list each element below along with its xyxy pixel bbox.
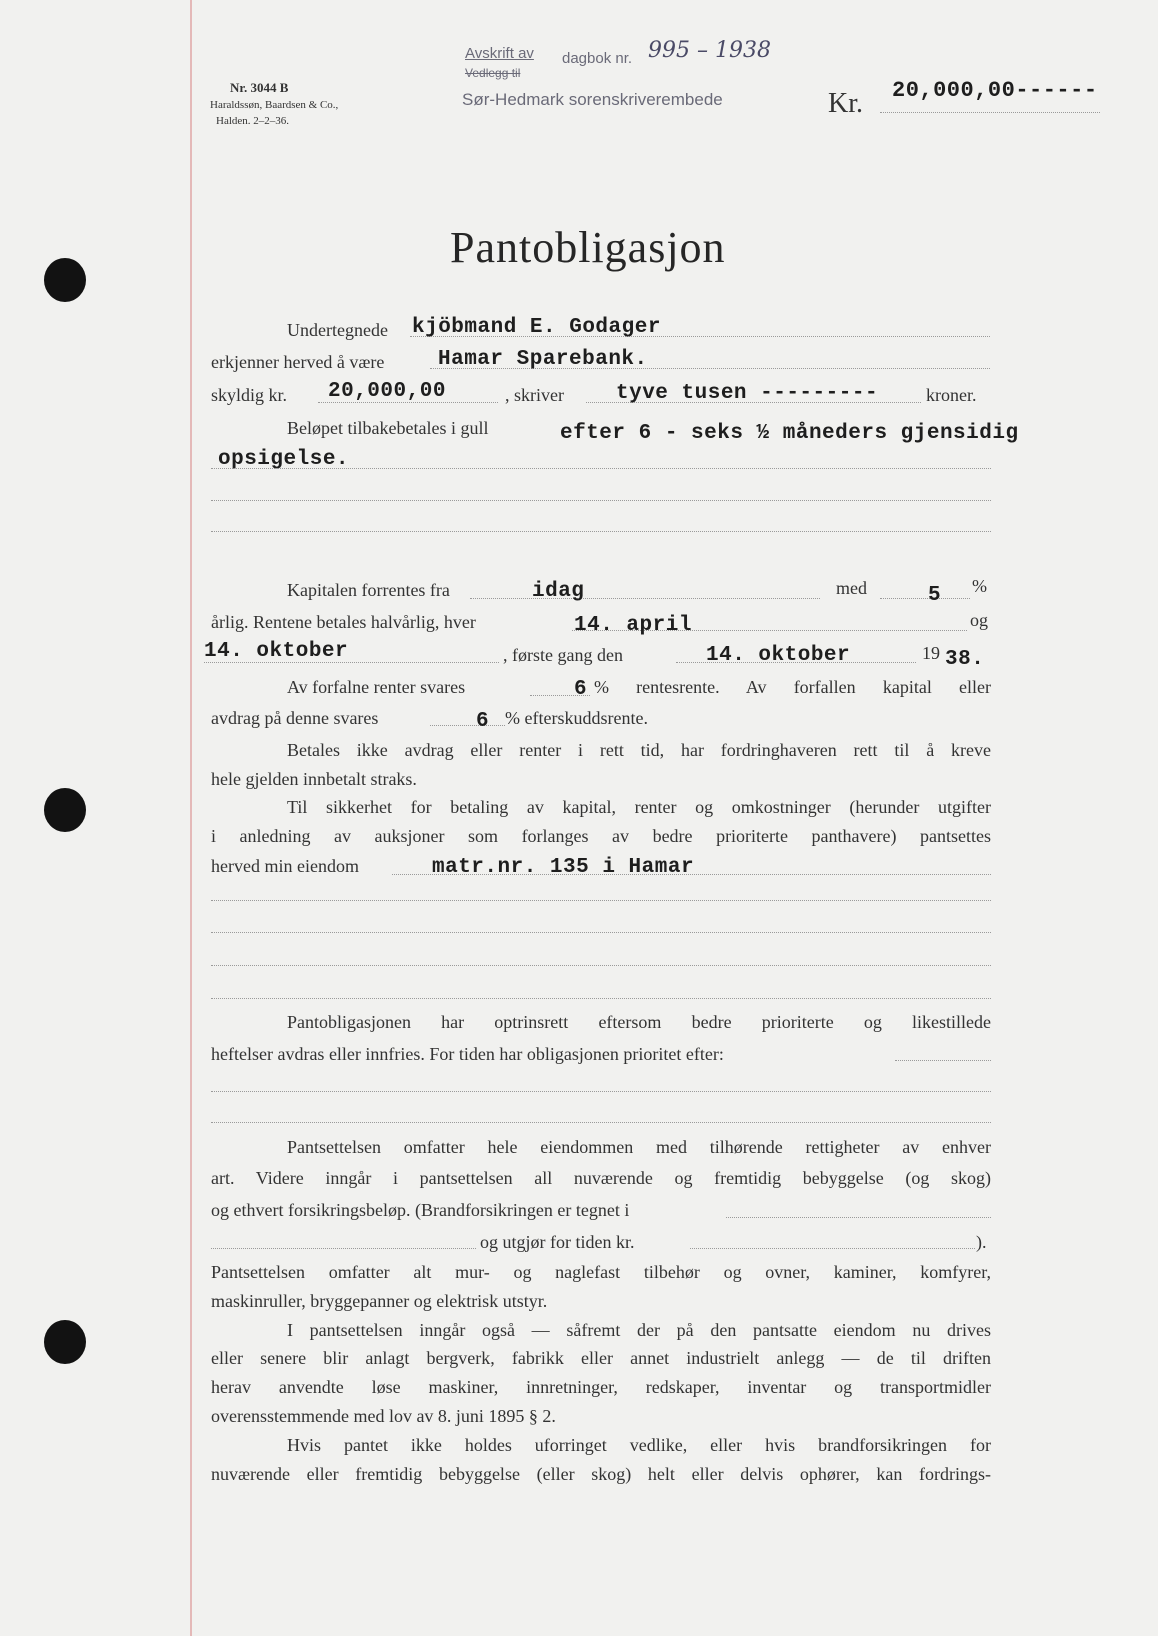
hvis-line-2: nuværende eller fremtidig bebyggelse (eller skog) helt eller delvis ophører, kan fordrings- <box>211 1464 991 1484</box>
pant-line-2: heftelser avdras eller innfries. For tiden har obligasjonen prioritet efter: <box>211 1044 724 1064</box>
date2-dots <box>204 662 499 663</box>
inng-line-1: I pantsettelsen inngår også — såfremt der på den pantsatte eiendom nu drives <box>287 1320 991 1340</box>
stamp-dagbok-number: 995 – 1938 <box>648 38 771 63</box>
date2-value: 14. oktober <box>204 640 349 663</box>
margin-rule <box>190 0 192 1636</box>
skyldig-label: skyldig kr. <box>211 385 288 405</box>
stamp-dagbok-label: dagbok nr. <box>562 50 633 67</box>
til-line-2: i anledning av auksjoner som forlanges av bedre prioriterte panthavere) pantsettes <box>211 826 991 846</box>
mur-line-2: maskinruller, bryggepanner og elektrisk utstyr. <box>211 1291 548 1311</box>
skyldig-value: 20,000,00 <box>328 380 446 403</box>
omf-line-1: Pantsettelsen omfatter hele eiendommen med tilhørende rettigheter av enhver <box>287 1137 991 1157</box>
kroner-label: kroner. <box>926 385 977 405</box>
eiendom-value: matr.nr. 135 i Hamar <box>432 856 695 879</box>
mur-line-1: Pantsettelsen omfatter alt mur- og naglefast tilbehør og ovner, kaminer, komfyrer, <box>211 1262 991 1282</box>
brand-close: ). <box>976 1232 987 1252</box>
forfalne-label: Av forfalne renter svares <box>287 677 466 697</box>
form-publisher: Haraldssøn, Baardsen & Co., <box>210 99 339 111</box>
inng-line-4: overensstemmende med lov av 8. juni 1895 § 2. <box>211 1406 556 1426</box>
og-label: og <box>970 610 988 630</box>
undertegnede-label: Undertegnede <box>287 320 388 340</box>
arlig-label: årlig. Rentene betales halvårlig, hver <box>211 612 476 632</box>
stamp-avskrift: Avskrift av <box>465 45 534 62</box>
rate-value: 5 <box>928 584 942 607</box>
year-value: 38. <box>945 648 985 671</box>
form-place-date: Halden. 2–2–36. <box>216 115 290 127</box>
first-date-value: 14. oktober <box>706 644 851 667</box>
brand-line-2: og utgjør for tiden kr. <box>480 1232 635 1252</box>
rate-dots <box>880 598 970 599</box>
date1-value: 14. april <box>574 614 692 637</box>
eiendom-dots-5 <box>211 998 991 999</box>
pant-dots-2 <box>211 1091 991 1092</box>
inng-line-3: herav anvendte løse maskiner, innretninger, redskaper, inventar og transportmidler <box>211 1377 991 1397</box>
avdrag-value: 6 <box>476 710 490 733</box>
brand-dots-2 <box>211 1248 476 1249</box>
undertegnede-value: kjöbmand E. Godager <box>412 316 661 339</box>
kapitalen-value: idag <box>532 580 585 603</box>
stamp-office: Sør-Hedmark sorenskriverembede <box>462 90 723 109</box>
forfalne-value: 6 <box>574 678 588 701</box>
omf-line-2: art. Videre inngår i pantsettelsen all nuværende og fremtidig bebyggelse (og skog) <box>211 1168 991 1188</box>
rentesrente-label: % rentesrente. Av forfallen kapital eller <box>594 677 991 697</box>
eiendom-dots-4 <box>211 965 991 966</box>
belopet-dots-3 <box>211 531 991 532</box>
punch-hole-middle <box>44 788 86 832</box>
rate-percent: % <box>972 576 987 596</box>
kapitalen-label: Kapitalen forrentes fra <box>287 580 450 600</box>
inng-line-2: eller senere blir anlagt bergverk, fabrikk eller annet industrielt anlegg — de til driften <box>211 1348 991 1368</box>
til-line-1: Til sikkerhet for betaling av kapital, renter og omkostninger (herunder utgifter <box>287 797 991 817</box>
skriver-value: tyve tusen --------- <box>616 382 879 405</box>
stamp-vedlegg-struck: Vedlegg til <box>465 66 521 80</box>
avdrag-label: avdrag på denne svares <box>211 708 379 728</box>
forste-label: , første gang den <box>503 645 623 665</box>
eiendom-dots-3 <box>211 932 991 933</box>
erkjenner-value: Hamar Sparebank. <box>438 348 648 371</box>
belopet-label: Beløpet tilbakebetales i gull <box>287 418 489 438</box>
med-label: med <box>836 578 867 598</box>
kr-label: Kr. <box>828 88 863 119</box>
belopet-value-1: efter 6 - seks ½ måneders gjensidig <box>560 422 1019 445</box>
header-amount: 20,000,00------ <box>892 78 1098 103</box>
erkjenner-label: erkjenner herved å være <box>211 352 385 372</box>
brand-line-1: og ethvert forsikringsbeløp. (Brandforsikringen er tegnet i <box>211 1200 630 1220</box>
efterskudd-label: % efterskuddsrente. <box>505 708 648 728</box>
brand-dots-1 <box>726 1217 991 1218</box>
skriver-label: , skriver <box>505 385 564 405</box>
brand-dots-3 <box>690 1248 975 1249</box>
pant-line-1: Pantobligasjonen har optrinsrett eftersom bedre prioriterte og likestillede <box>287 1012 991 1032</box>
belopet-dots-1 <box>211 468 991 469</box>
belopet-dots-2 <box>211 500 991 501</box>
form-number: Nr. 3044 B <box>230 80 289 95</box>
document-title: Pantobligasjon <box>450 223 726 272</box>
pant-dots-1 <box>895 1060 991 1061</box>
eiendom-dots-2 <box>211 900 991 901</box>
avdrag-dots <box>430 725 505 726</box>
kapitalen-dots <box>470 598 820 599</box>
punch-hole-bottom <box>44 1320 86 1364</box>
punch-hole-top <box>44 258 86 302</box>
betales-line-1: Betales ikke avdrag eller renter i rett tid, har fordringhaveren rett til å kreve <box>287 740 991 760</box>
eiendom-label: herved min eiendom <box>211 856 359 876</box>
belopet-value-2: opsigelse. <box>218 448 350 471</box>
hvis-line-1: Hvis pantet ikke holdes uforringet vedlike, eller hvis brandforsikringen for <box>287 1435 991 1455</box>
pant-dots-3 <box>211 1122 991 1123</box>
betales-line-2: hele gjelden innbetalt straks. <box>211 769 417 789</box>
header-amount-dots <box>880 112 1100 113</box>
year-prefix: 19 <box>922 643 940 663</box>
